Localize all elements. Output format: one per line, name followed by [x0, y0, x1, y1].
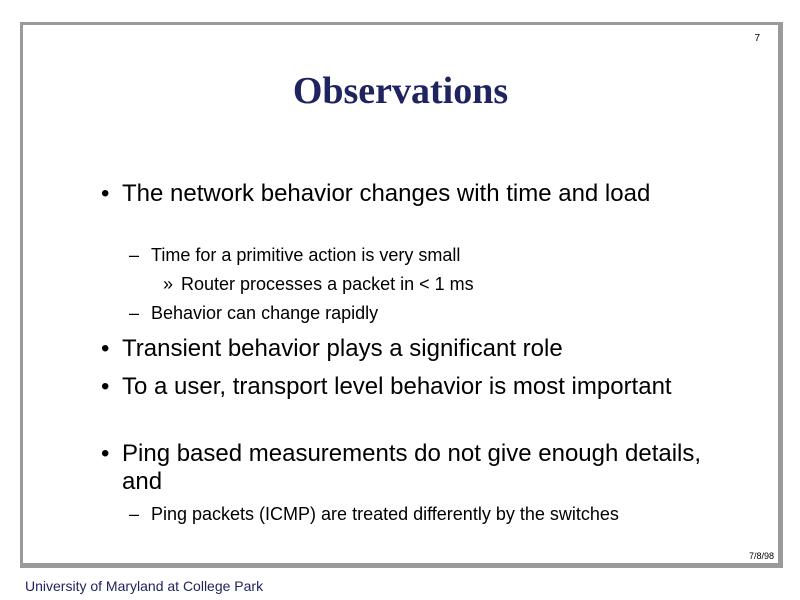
- bullet-item: [101, 373, 721, 401]
- bullet-text: To a user, transport level behavior is most important: [122, 373, 672, 400]
- bullet-marker: •: [101, 440, 110, 467]
- slide-title: Observations: [292, 70, 509, 112]
- bullet-marker: •: [101, 373, 110, 400]
- bullet-marker: •: [101, 335, 110, 362]
- sub-sub-bullet-item: [163, 273, 723, 295]
- dash-marker: –: [129, 303, 140, 323]
- sub-bullet-text: Ping packets (ICMP) are treated differently by the switches: [151, 504, 619, 524]
- bullet-text: The network behavior changes with time and load: [122, 180, 651, 207]
- bullet-item: [101, 180, 721, 208]
- bullet-item: [101, 335, 721, 363]
- footer-institution: University of Maryland at College Park: [25, 578, 264, 594]
- bullet-item: [101, 440, 721, 496]
- bullet-marker: •: [101, 180, 110, 207]
- sub-bullet-item: [129, 503, 769, 525]
- sub-bullet-item: [129, 244, 769, 266]
- sub-bullet-text: Behavior can change rapidly: [151, 303, 379, 323]
- dash-marker: –: [129, 245, 140, 265]
- dash-marker: –: [129, 504, 140, 524]
- bullet-text: Transient behavior plays a significant role: [122, 335, 563, 362]
- bullet-text: Ping based measurements do not give enough details, and: [122, 440, 702, 495]
- slide-content: [23, 25, 778, 563]
- sub-bullet-item: [129, 302, 769, 324]
- raquo-marker: »: [163, 274, 174, 294]
- slide-frame: [20, 22, 783, 568]
- sub-bullet-text: Time for a primitive action is very small: [151, 245, 461, 265]
- sub-sub-bullet-text: Router processes a packet in < 1 ms: [181, 274, 474, 294]
- slide-number: 7: [754, 33, 760, 44]
- slide-date: 7/8/98: [748, 551, 774, 561]
